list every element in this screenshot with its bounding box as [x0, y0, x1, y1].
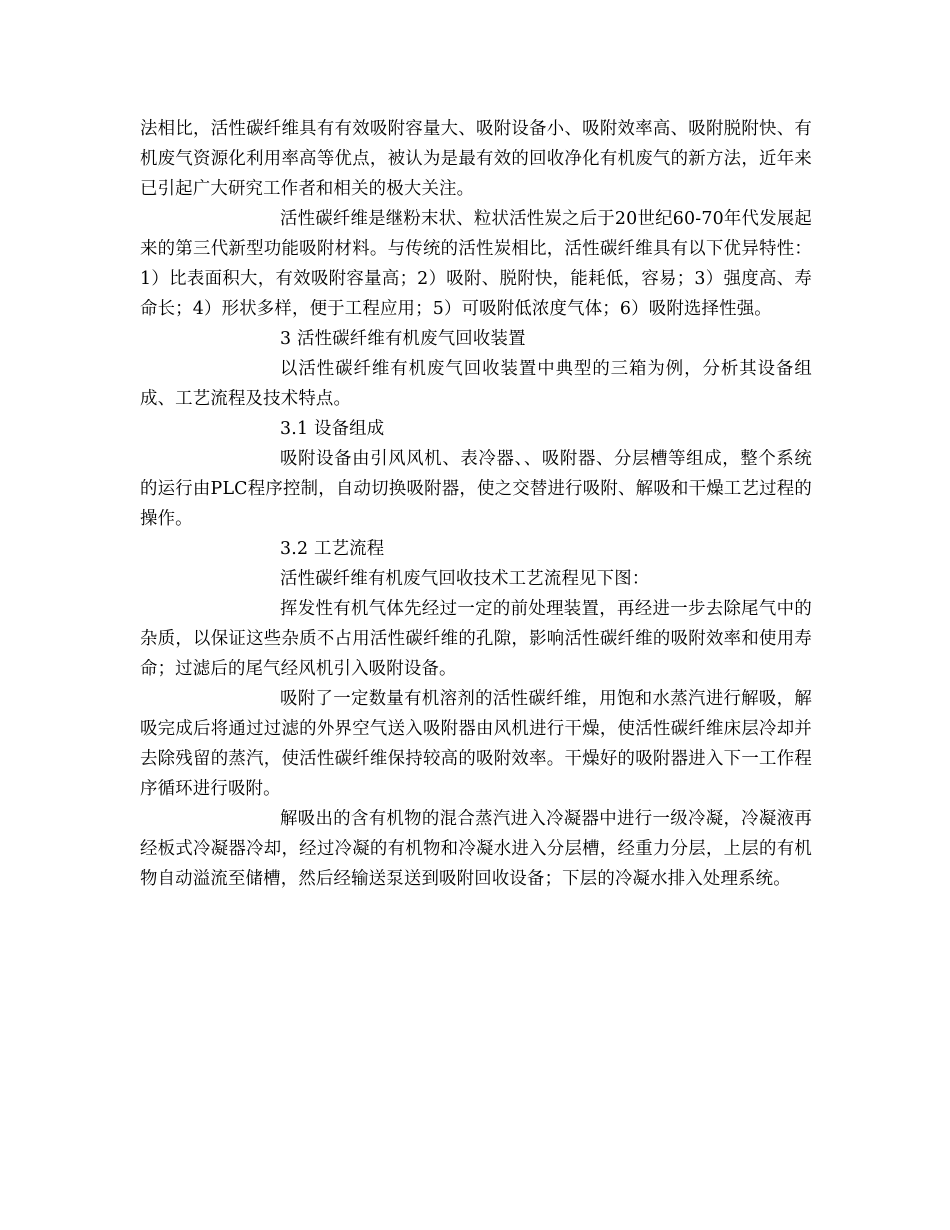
paragraph-desorption: 吸附了一定数量有机溶剂的活性碳纤维，用饱和水蒸汽进行解吸，解吸完成后将通过过滤的外界空气送入吸附器由风机进行干燥，使活性碳纤维床层冷却并去除残留的蒸汽，使活性碳纤维保持较高的吸附效率。干燥好的吸附器进入下一工作程序循环进行吸附。	[140, 689, 812, 799]
paragraph-three-box-intro: 以活性碳纤维有机废气回收装置中典型的三箱为例，分析其设备组成、工艺流程及技术特点。	[140, 359, 812, 409]
paragraph-flow-intro: 活性碳纤维有机废气回收技术工艺流程见下图：	[280, 569, 650, 589]
paragraph-pretreatment: 挥发性有机气体先经过一定的前处理装置，再经进一步去除尾气中的杂质，以保证这些杂质不占用活性碳纤维的孔隙，影响活性碳纤维的吸附效率和使用寿命；过滤后的尾气经风机引入吸附设备。	[140, 599, 812, 679]
paragraph-equipment: 吸附设备由引风风机、表冷器、、吸附器、分层槽等组成，整个系统的运行由PLC程序控制，自动切换吸附器，使之交替进行吸附、解吸和干燥工艺过程的操作。	[140, 449, 812, 529]
section-heading-3: 3 活性碳纤维有机废气回收装置	[280, 329, 526, 349]
paragraph-acf-properties: 活性碳纤维是继粉末状、粒状活性炭之后于20世纪60-70年代发展起来的第三代新型功能吸附材料。与传统的活性炭相比，活性碳纤维具有以下优异特性：1）比表面积大，有效吸附容量高；2）吸附、脱附快，能耗低，容易；3）强度高、寿命长；4）形状多样，便于工程应用；5）可吸附低浓度气体；6）吸附选择性强。	[140, 209, 812, 319]
paragraph-advantages: 法相比，活性碳纤维具有有效吸附容量大、吸附设备小、吸附效率高、吸附脱附快、有机废气资源化利用率高等优点，被认为是最有效的回收净化有机废气的新方法，近年来已引起广大研究工作者和相关的极大关注。	[140, 119, 812, 199]
paragraph-condensation: 解吸出的含有机物的混合蒸汽进入冷凝器中进行一级冷凝，冷凝液再经板式冷凝器冷却，经过冷凝的有机物和冷凝水进入分层槽，经重力分层，上层的有机物自动溢流至储槽，然后经输送泵送到吸附回收设备；下层的冷凝水排入处理系统。	[140, 809, 812, 889]
document-body	[140, 114, 812, 894]
section-heading-3-2: 3.2 工艺流程	[280, 539, 385, 559]
section-heading-3-1: 3.1 设备组成	[280, 419, 385, 439]
